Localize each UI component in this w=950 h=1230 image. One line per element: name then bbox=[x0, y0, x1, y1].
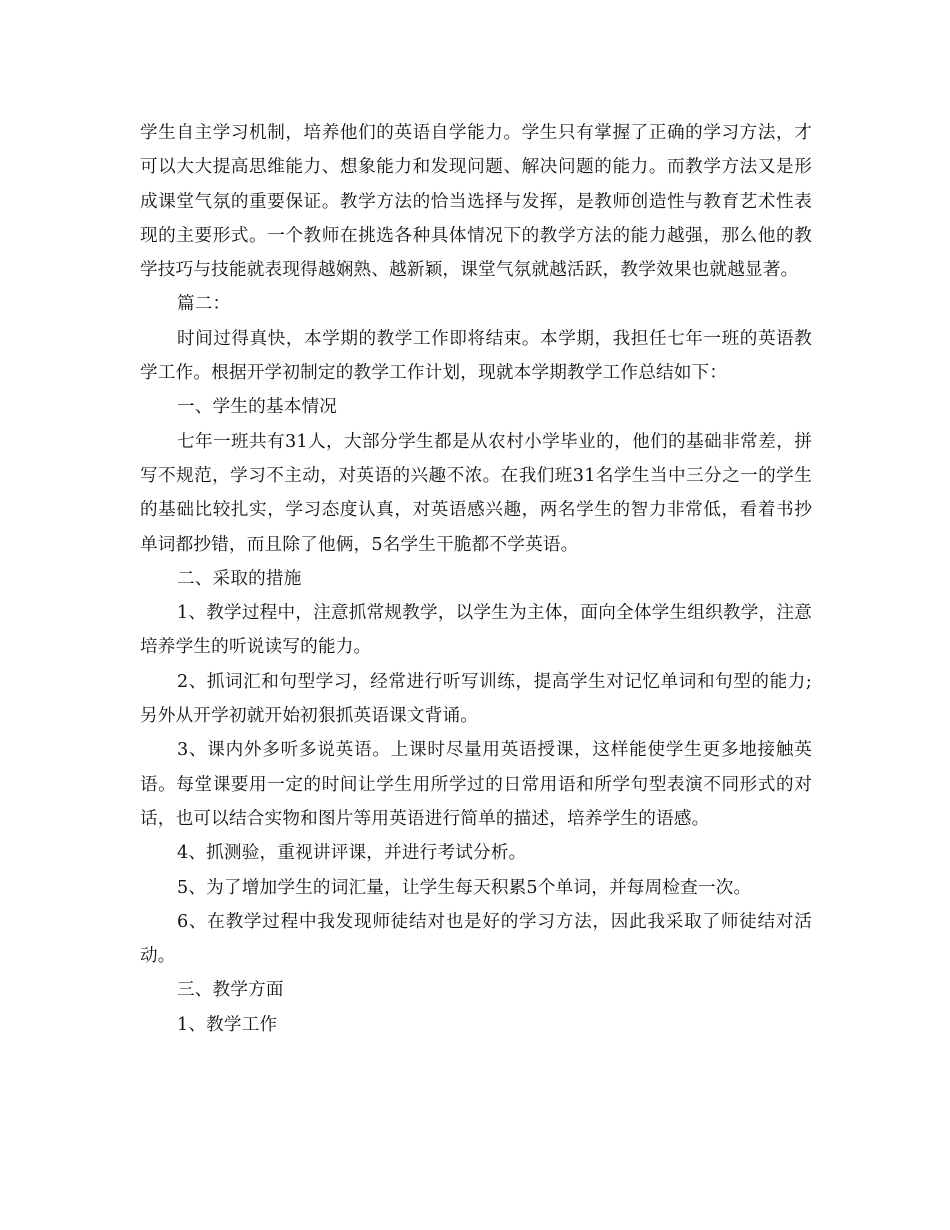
paragraph-student-situation: 七年一班共有31人，大部分学生都是从农村小学毕业的，他们的基础非常差，拼写不规范，学习不主动，对英语的兴趣不浓。在我们班31名学生当中三分之一的学生的基础比较扎实，学习态度认真，对英语感兴趣，两名学生的智力非常低，看着书抄单词都抄错，而且除了他俩，5名学生干脆都不学英语。 bbox=[140, 431, 812, 555]
heading-teaching: 三、教学方面 bbox=[176, 980, 284, 1001]
subheading-teaching-work: 1、教学工作 bbox=[176, 1014, 278, 1035]
paragraph-continuation: 学生自主学习机制，培养他们的英语自学能力。学生只有掌握了正确的学习方法，才可以大大提高思维能力、想象能力和发现问题、解决问题的能力。而教学方法又是形成课堂气氛的重要保证。教学方法的恰当选择与发挥，是教师创造性与教育艺术性表现的主要形式。一个教师在挑选各种具体情况下的教学方法的能力越强，那么他的教学技巧与技能就表现得越娴熟、越新颖，课堂气氛就越活跃，教学效果也就越显著。 bbox=[140, 123, 812, 281]
measure-item-1: 1、教学过程中，注意抓常规教学，以学生为主体，面向全体学生组织教学，注意培养学生的听说读写的能力。 bbox=[140, 603, 812, 658]
measure-item-5: 5、为了增加学生的词汇量，让学生每天积累5个单词，并每周检查一次。 bbox=[176, 877, 752, 898]
paragraph-intro: 时间过得真快，本学期的教学工作即将结束。本学期，我担任七年一班的英语教学工作。根据开学初制定的教学工作计划，现就本学期教学工作总结如下： bbox=[140, 328, 812, 384]
section-heading-part-two: 篇二： bbox=[176, 294, 231, 315]
measure-item-4: 4、抓测验，重视讲评课，并进行考试分析。 bbox=[176, 843, 527, 864]
measure-item-3: 3、课内外多听多说英语。上课时尽量用英语授课，这样能使学生更多地接触英语。每堂课要用一定的时间让学生用所学过的日常用语和所学句型表演不同形式的对话，也可以结合实物和图片等用英语进行简单的描述，培养学生的语感。 bbox=[140, 740, 812, 829]
heading-measures: 二、采取的措施 bbox=[176, 568, 302, 589]
measure-item-2: 2、抓词汇和句型学习，经常进行听写训练，提高学生对记忆单词和句型的能力;另外从开学初就开始初狠抓英语课文背诵。 bbox=[140, 671, 812, 727]
measure-item-6: 6、在教学过程中我发现师徒结对也是好的学习方法，因此我采取了师徒结对活动。 bbox=[140, 911, 812, 967]
document-body bbox=[140, 116, 812, 1042]
heading-student-situation: 一、学生的基本情况 bbox=[176, 397, 338, 418]
